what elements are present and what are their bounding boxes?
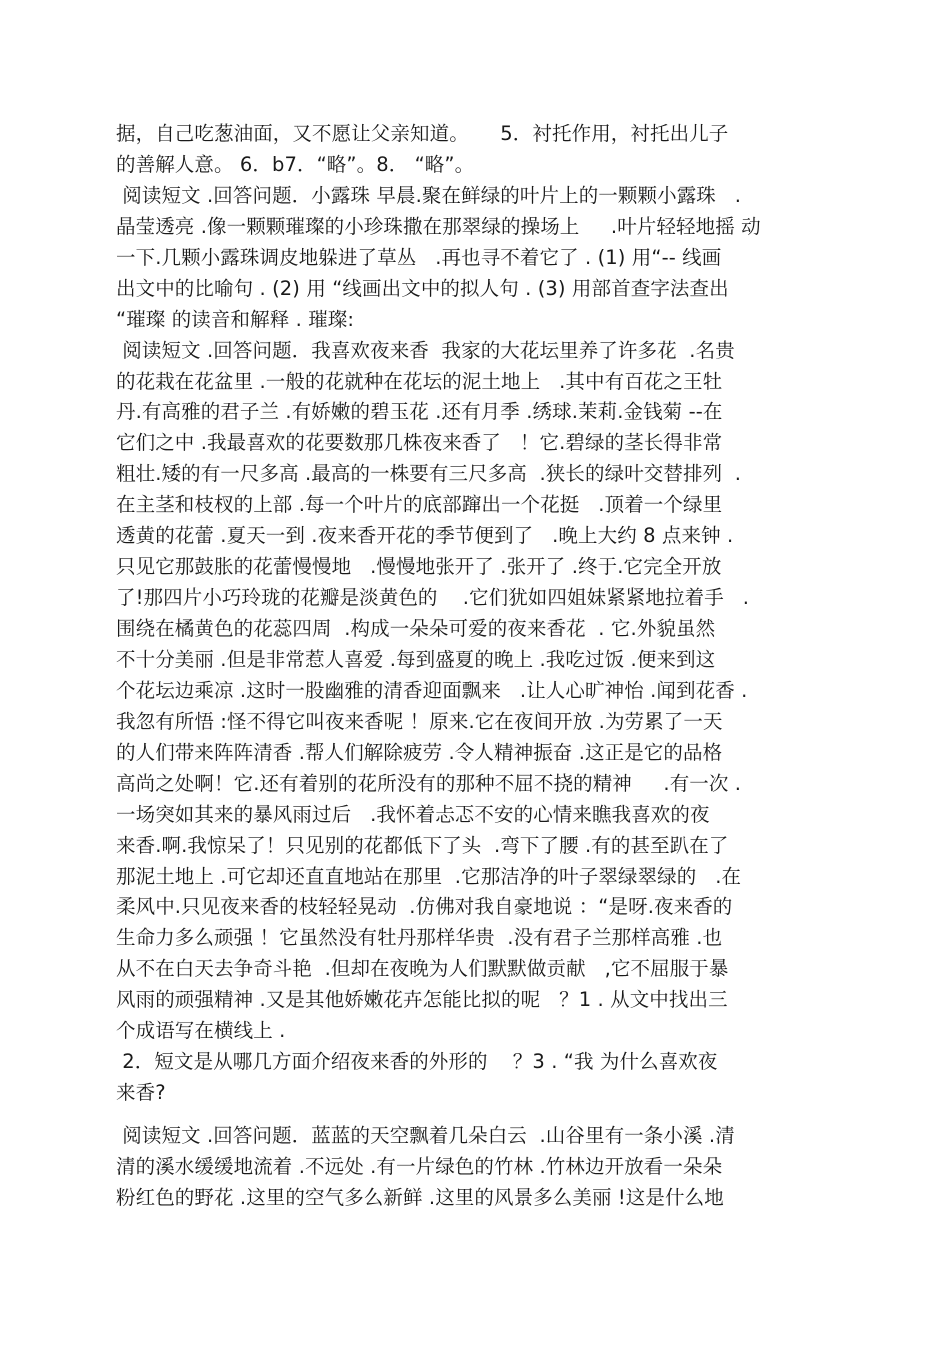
- text-line: 阅读短文 .回答问题．小露珠 早晨.聚在鲜绿的叶片上的一颗颗小露珠 .: [116, 183, 742, 207]
- text-line: 出文中的比喻句 . (2) 用 “线画出文中的拟人句 . (3) 用部首查字法查出: [116, 276, 729, 300]
- text-line: 透黄的花蕾 .夏天一到 .夜来香开花的季节便到了 .晚上大约 8 点来钟 .: [116, 524, 734, 548]
- text-line: 阅读短文 .回答问题．蓝蓝的天空飘着几朵白云 .山谷里有一条小溪 .清: [116, 1124, 735, 1147]
- text-line: 只见它那鼓胀的花蕾慢慢地 .慢慢地张开了 .张开了 .终于.它完全开放: [116, 555, 722, 579]
- text-line: 柔风中.只见夜来香的枝轻轻晃动 .仿佛对我自豪地说 ：“是呀.夜来香的: [116, 895, 733, 919]
- text-line: 不十分美丽 .但是非常惹人喜爱 .每到盛夏的晚上 .我吃过饭 .便来到这: [116, 647, 716, 671]
- text-line: 的人们带来阵阵清香 .帮人们解除疲劳 .令人精神振奋 .这正是它的品格: [116, 740, 723, 764]
- text-line: 了!那四片小巧玲珑的花瓣是淡黄色的 .它们犹如四姐妹紧紧地拉着手 .: [116, 586, 750, 610]
- text-line: 晶莹透亮 .像一颗颗璀璨的小珍珠撒在那翠绿的操场上 .叶片轻轻地摇 动: [116, 214, 761, 238]
- text-line: 它们之中 .我最喜欢的花要数那几株夜来香了 ！它.碧绿的茎长得非常: [116, 431, 723, 455]
- text-line: 2．短文是从哪几方面介绍夜来香的外形的 ？3 . “我 为什么喜欢夜: [116, 1050, 718, 1074]
- text-line: “璀璨 的读音和解释 . 璀璨:: [116, 307, 355, 331]
- text-line: 生命力多么顽强 ！它虽然没有牡丹那样华贵 .没有君子兰那样高雅 .也: [116, 926, 723, 950]
- text-line: 围绕在橘黄色的花蕊四周 .构成一朵朵可爱的夜来香花 . 它.外貌虽然: [116, 617, 716, 640]
- text-line: 来香?: [116, 1081, 166, 1105]
- text-line: 高尚之处啊！它.还有着别的花所没有的那种不屈不挠的精神 .有一次 .: [116, 771, 742, 795]
- text-line: 从不在白天去争奇斗艳 .但却在夜晚为人们默默做贡献 ,它不屈服于暴: [116, 957, 729, 981]
- text-line: 一下.几颗小露珠调皮地躲进了草丛 .再也寻不着它了 . (1) 用“-- 线画: [116, 245, 722, 269]
- text-line: 粉红色的野花 .这里的空气多么新鲜 .这里的风景多么美丽 !这是什么地: [116, 1185, 724, 1209]
- paragraph-gap: [116, 1109, 836, 1121]
- text-line: 在主茎和枝杈的上部 .每一个叶片的底部蹿出一个花挺 .顶着一个绿里: [116, 493, 723, 517]
- text-line: 个花坛边乘凉 .这时一股幽雅的清香迎面飘来 .让人心旷神怡 .闻到花香 .: [116, 678, 748, 702]
- text-line: 清的溪水缓缓地流着 .不远处 .有一片绿色的竹林 .竹林边开放看一朵朵: [116, 1154, 723, 1178]
- text-line: 的善解人意。 6．b7．“略”。8． “略”。: [116, 152, 475, 176]
- text-line: 那泥土地上 .可它却还直直地站在那里 .它那洁净的叶子翠绿翠绿的 .在: [116, 864, 742, 888]
- document-body: [116, 119, 836, 1214]
- text-line: 粗壮.矮的有一尺多高 .最高的一株要有三尺多高 .狭长的绿叶交替排列 .: [116, 462, 742, 486]
- text-line: 我忽有所悟 :怪不得它叫夜来香呢 ！原来.它在夜间开放 .为劳累了一天: [116, 709, 723, 733]
- text-line: 阅读短文 .回答问题．我喜欢夜来香 我家的大花坛里养了许多花 .名贵: [116, 338, 735, 362]
- text-line: 丹.有高雅的君子兰 .有娇嫩的碧玉花 .还有月季 .绣球.茉莉.金钱菊 --在: [116, 400, 723, 424]
- text-line: 的花栽在花盆里 .一般的花就种在花坛的泥土地上 .其中有百花之王牡: [116, 369, 723, 393]
- text-line: 一场突如其来的暴风雨过后 .我怀着忐忑不安的心情来瞧我喜欢的夜: [116, 802, 710, 826]
- text-line: 据，自己吃葱油面，又不愿让父亲知道。 5．衬托作用，衬托出儿子: [116, 122, 729, 145]
- text-line: 风雨的顽强精神 .又是其他娇嫩花卉怎能比拟的呢 ？1 . 从文中找出三: [116, 988, 728, 1012]
- text-line: 个成语写在横线上 .: [116, 1019, 286, 1043]
- text-line: 来香.啊.我惊呆了！只见别的花都低下了头 .弯下了腰 .有的甚至趴在了: [116, 833, 729, 857]
